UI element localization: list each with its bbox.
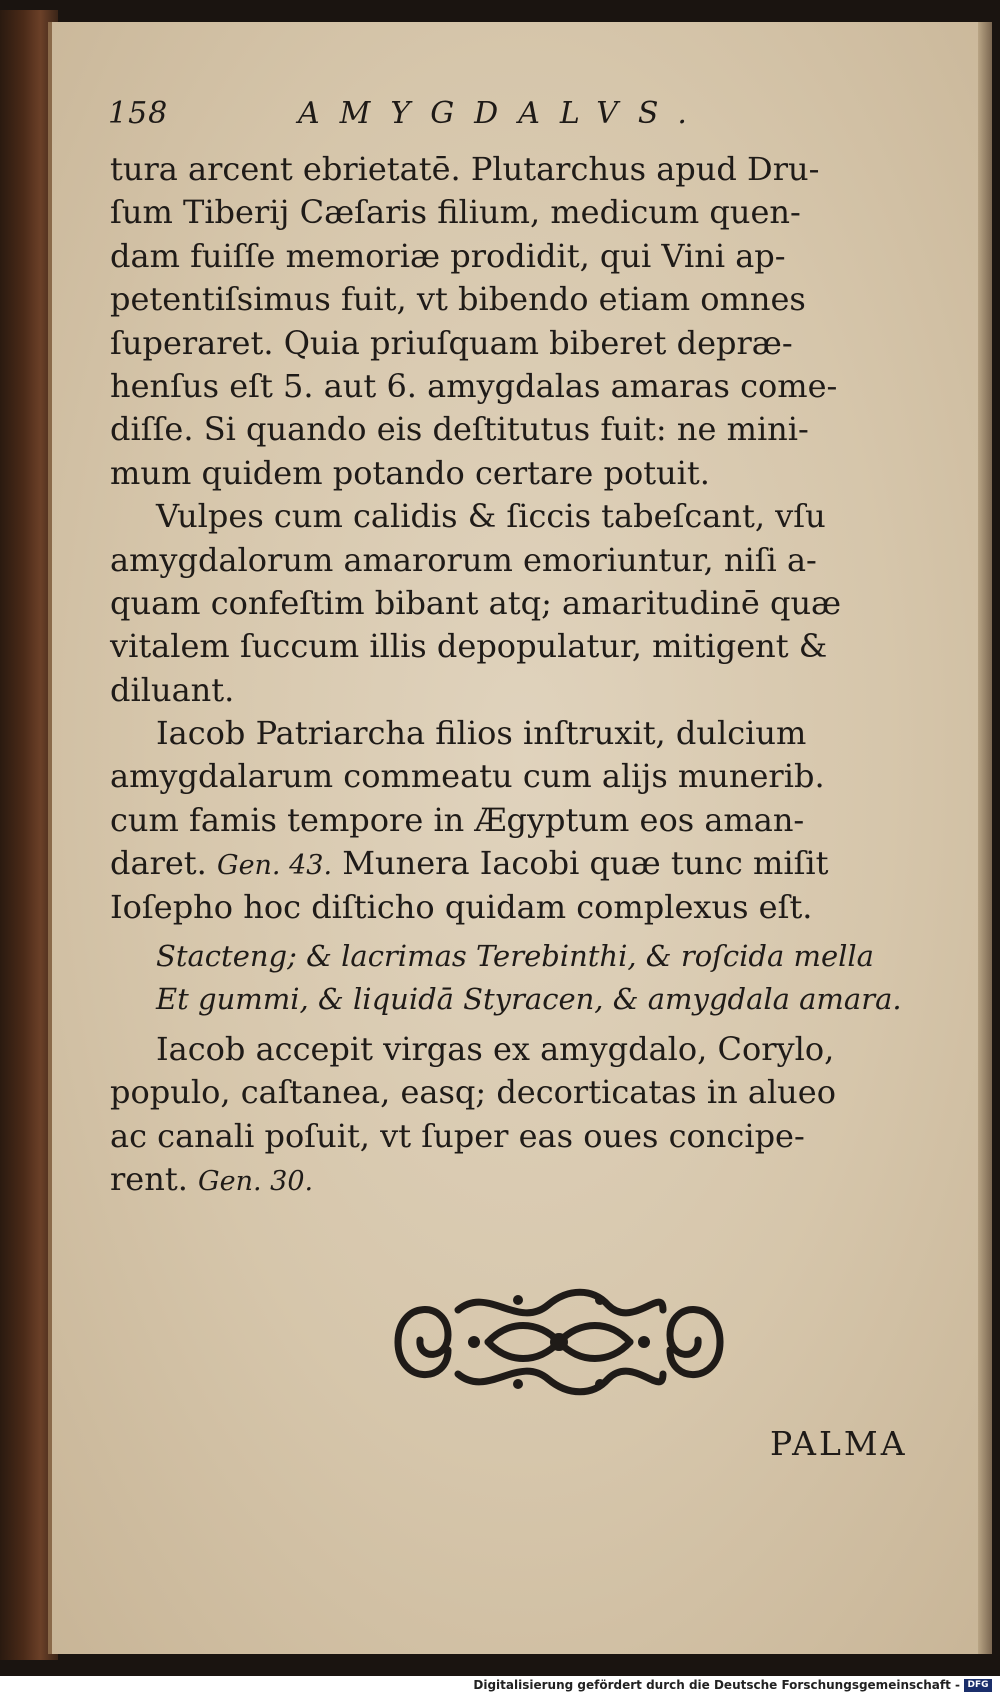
text-line: diluant. xyxy=(110,670,235,709)
digitization-footer xyxy=(0,1676,1000,1696)
page-fore-edge xyxy=(978,22,992,1654)
funding-credit: Digitalisierung gefördert durch die Deutsche Forschungsgemeinschaft - xyxy=(473,1678,960,1692)
verse-line: Stacteng; & lacrimas Terebinthi, & roſcida mella xyxy=(156,939,874,974)
running-title: AMYGDALVS. xyxy=(298,96,707,131)
scripture-reference: Gen. 30. xyxy=(198,1165,314,1197)
text-line: Iacob Patriarcha filios inſtruxit, dulcium xyxy=(156,714,807,753)
text-line: vitalem ſuccum illis depopulatur, mitigent & xyxy=(110,627,828,666)
paragraph-block xyxy=(110,148,930,842)
text-line: mum quidem potando certare potuit. xyxy=(110,453,710,492)
text-line: tura arcent ebrietatē. Plutarchus apud Dru- xyxy=(110,150,820,188)
text-line: ſuperaret. Quia priuſquam biberet depræ- xyxy=(110,323,793,362)
text-line: amygdalorum amarorum emoriuntur, niſi a- xyxy=(110,540,817,579)
text-line: petentiſsimus fuit, vt bibendo etiam omnes xyxy=(110,280,806,319)
paragraph-block xyxy=(110,1028,930,1158)
verse-block xyxy=(110,935,930,1022)
page-number: 158 xyxy=(108,96,169,131)
text-line: Iacob accepit virgas ex amygdalo, Corylo, xyxy=(156,1029,835,1068)
text-line: populo, caſtanea, easq; decorticatas in alueo xyxy=(110,1073,836,1112)
text-line: diſſe. Si quando eis deſtitutus fuit: ne mini- xyxy=(110,410,809,449)
text-fragment: Munera Iacobi quæ tunc miſit xyxy=(342,844,829,883)
running-head xyxy=(108,96,940,136)
text-line: ſum Tiberij Cæſaris filium, medicum quen- xyxy=(110,193,801,232)
text-line xyxy=(110,842,930,885)
dfg-logo: DFG xyxy=(964,1679,992,1692)
text-line: quam confeſtim bibant atq; amaritudinē quæ xyxy=(110,583,842,622)
text-line: amygdalarum commeatu cum alijs munerib. xyxy=(110,757,825,796)
text-line: dam fuiſſe memoriæ prodidit, qui Vini ap- xyxy=(110,236,786,275)
body-text xyxy=(110,148,930,1201)
text-fragment: rent. xyxy=(110,1159,188,1198)
text-line: ac canali poſuit, vt ſuper eas oues concipe- xyxy=(110,1116,805,1155)
text-line: cum famis tempore in Ægyptum eos aman- xyxy=(110,800,805,839)
printers-ornament xyxy=(378,1280,740,1404)
text-line: Ioſepho hoc diſticho quidam complexus eſt. xyxy=(110,887,813,926)
text-line: henſus eſt 5. aut 6. amygdalas amaras come- xyxy=(110,366,838,405)
text-line xyxy=(110,1158,930,1201)
text-fragment: daret. xyxy=(110,844,207,883)
scripture-reference: Gen. 43. xyxy=(217,850,333,882)
verse-line: Et gummi, & liquidā Styracen, & amygdala amara. xyxy=(156,982,902,1017)
catchword: PALMA xyxy=(770,1424,908,1463)
text-line: Vulpes cum calidis & ſiccis tabeſcant, vſu xyxy=(156,497,826,536)
